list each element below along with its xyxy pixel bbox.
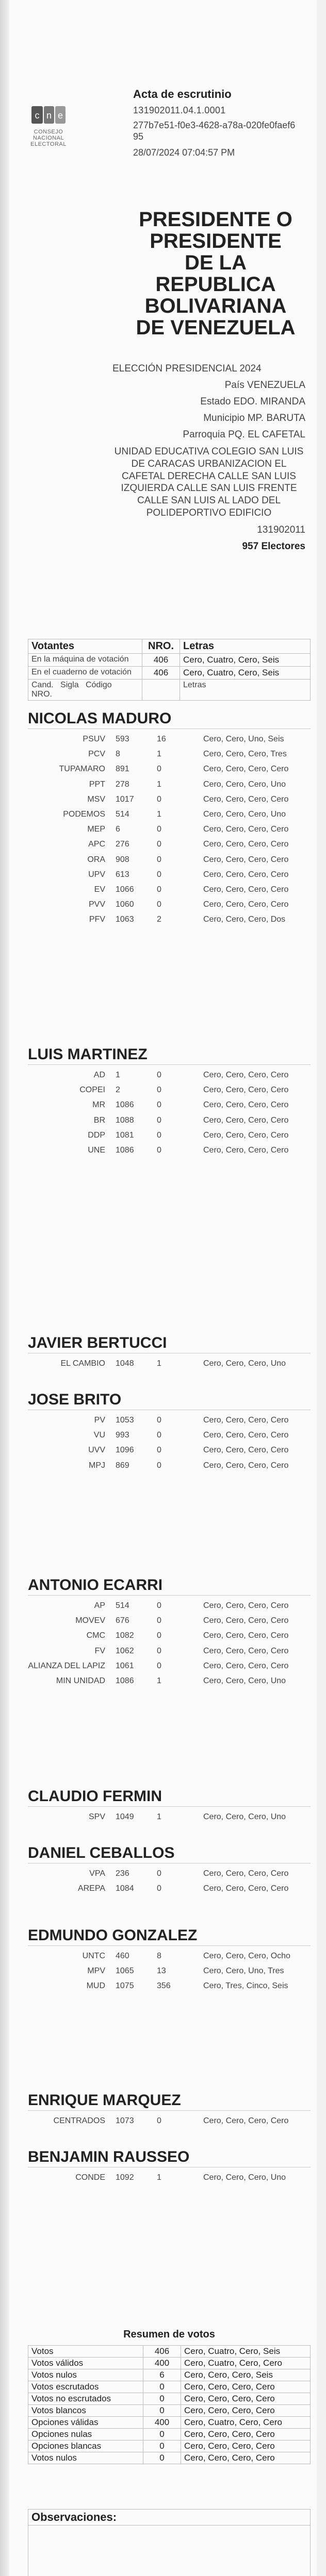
party-words: Cero, Cero, Cero, Cero: [203, 825, 289, 834]
party-code: 676: [116, 1616, 129, 1625]
party-row: [28, 1415, 311, 1425]
summary-label: Votos nulos: [28, 2452, 143, 2464]
party-votes: 0: [157, 825, 161, 834]
summary-words: Cero, Cero, Cero, Cero: [181, 2452, 311, 2464]
cne-logo-icon: [30, 103, 67, 127]
candidate-name: JAVIER BERTUCCI: [28, 1334, 311, 1353]
party-party: AREPA: [77, 1884, 105, 1893]
party-party: MIN UNIDAD: [56, 1676, 105, 1685]
party-votes: 0: [157, 2116, 161, 2125]
summary-words: Cero, Cuatro, Cero, Cero: [181, 2417, 311, 2429]
party-party: PCV: [88, 750, 105, 759]
party-votes: 0: [157, 1884, 161, 1893]
party-row: [28, 1115, 311, 1125]
party-party: PFV: [89, 915, 105, 924]
party-votes: 0: [157, 1616, 161, 1625]
summary-num: 0: [143, 2429, 181, 2441]
election-office-title: PRESIDENTE O PRESIDENTE DE LA REPUBLICA BOLIVARIANA DE VENEZUELA: [136, 208, 296, 339]
party-words: Cero, Cero, Cero, Cero: [203, 1431, 289, 1440]
summary-words: Cero, Cero, Cero, Cero: [181, 2393, 311, 2405]
party-party: PVV: [88, 900, 105, 909]
candidate-name: DANIEL CEBALLOS: [28, 1844, 311, 1863]
summary-words: Cero, Cero, Cero, Cero: [181, 2405, 311, 2417]
summary-label: Votos: [28, 2346, 143, 2358]
party-code: 1017: [116, 794, 134, 804]
party-words: Cero, Cero, Cero, Cero: [203, 1461, 289, 1470]
summary-row: [28, 2369, 311, 2381]
party-votes: 0: [157, 1130, 161, 1140]
summary-words: Cero, Cero, Cero, Cero: [181, 2441, 311, 2452]
party-words: Cero, Cero, Cero, Cero: [203, 794, 289, 804]
voters-table: [28, 639, 311, 701]
candidate-name: ANTONIO ECARRI: [28, 1577, 311, 1596]
candidate-block: [28, 1046, 311, 1155]
party-row: [28, 734, 311, 744]
party-row: [28, 855, 311, 865]
party-row: [28, 1616, 311, 1625]
voters-col-words: Letras: [180, 639, 311, 654]
party-row: [28, 1601, 311, 1611]
party-party: PSUV: [83, 735, 105, 743]
party-party: VU: [93, 1431, 105, 1440]
candidate-block: [28, 1788, 311, 1822]
party-words: Cero, Cero, Cero, Cero: [203, 1071, 289, 1079]
party-row: [28, 1951, 311, 1961]
party-code: 514: [116, 809, 129, 819]
party-votes: 13: [157, 1967, 166, 1976]
party-row: [28, 1445, 311, 1455]
party-votes: 1: [157, 1359, 161, 1368]
party-words: Cero, Cero, Cero, Cero: [203, 1601, 289, 1610]
summary-words: Cero, Cero, Cero, Cero: [181, 2429, 311, 2441]
party-votes: 1: [157, 779, 161, 789]
party-code: 1096: [116, 1446, 134, 1455]
summary-row: [28, 2405, 311, 2417]
acta-hash: 277b7e51-f0e3-4628-a78a-020fe0faef695: [133, 120, 296, 142]
party-party: AD: [93, 1071, 105, 1079]
candidate-block: [28, 1927, 311, 1991]
summary-label: Opciones válidas: [28, 2417, 143, 2429]
party-code: 1073: [116, 2116, 134, 2125]
party-code: 1048: [116, 1359, 134, 1368]
party-words: Cero, Cero, Cero, Uno: [203, 809, 286, 819]
party-words: Cero, Cero, Cero, Uno: [203, 2173, 286, 2182]
party-code: 1061: [116, 1661, 134, 1670]
summary-label: Votos blancos: [28, 2405, 143, 2417]
party-code: 1063: [116, 915, 134, 924]
party-words: Cero, Cero, Cero, Tres: [203, 750, 287, 759]
col-letras: Letras: [180, 680, 311, 701]
party-party: APC: [88, 840, 105, 849]
party-row: [28, 1646, 311, 1656]
party-words: Cero, Cero, Uno, Seis: [203, 735, 284, 743]
summary-row: [28, 2441, 311, 2452]
summary-label: Votos no escrutados: [28, 2393, 143, 2405]
candidate-block: [28, 710, 311, 924]
party-row: [28, 1812, 311, 1822]
observations-title: Observaciones:: [28, 2509, 311, 2526]
candidate-col-headers: [28, 680, 142, 701]
party-row: [28, 914, 311, 924]
party-party: MPV: [87, 1967, 105, 1976]
page-edge: [0, 0, 9, 2576]
party-votes: 0: [157, 1631, 161, 1640]
party-words: Cero, Cero, Cero, Ocho: [203, 1952, 290, 1960]
party-votes: 0: [157, 1869, 161, 1878]
voters-col-number: NRO.: [142, 639, 180, 654]
party-party: COPEI: [79, 1086, 105, 1095]
party-row: [28, 870, 311, 879]
col-codigo: Código: [85, 681, 112, 689]
party-code: 1053: [116, 1416, 134, 1425]
party-code: 593: [116, 735, 129, 743]
summary-label: Opciones blancas: [28, 2441, 143, 2452]
party-votes: 0: [157, 1461, 161, 1470]
party-party: DDP: [88, 1130, 105, 1140]
voting-center: UNIDAD EDUCATIVA COLEGIO SAN LUIS DE CARACAS URBANIZACION EL CAFETAL DERECHA CALLE SAN LUIS IZQUIERDA CALLE SAN LUIS FRENTE CALLE SAN LUIS AL LADO DEL POLIDEPORTIVO EDIFICIO: [114, 446, 304, 518]
col-sigla: Sigla: [60, 681, 79, 689]
party-votes: 0: [157, 1646, 161, 1655]
party-words: Cero, Cero, Cero, Cero: [203, 840, 289, 849]
summary-row: [28, 2452, 311, 2464]
party-code: 1066: [116, 885, 134, 894]
party-code: 1088: [116, 1115, 134, 1125]
party-words: Cero, Cero, Cero, Cero: [203, 1446, 289, 1455]
party-words: Cero, Cero, Cero, Cero: [203, 2116, 289, 2125]
party-votes: 0: [157, 840, 161, 849]
party-votes: 16: [157, 735, 166, 743]
country: País VENEZUELA: [224, 380, 305, 391]
party-votes: 356: [157, 1981, 171, 1991]
party-words: Cero, Cero, Cero, Cero: [203, 1130, 289, 1140]
summary-row: [28, 2393, 311, 2405]
party-party: MOVEV: [75, 1616, 105, 1625]
summary-num: 400: [143, 2358, 181, 2369]
party-row: [28, 779, 311, 789]
party-row: [28, 1145, 311, 1155]
voters-row-notebook-num: 406: [142, 667, 180, 680]
party-votes: 0: [157, 1601, 161, 1610]
observations-box: [28, 2526, 311, 2576]
voters-col-label: Votantes: [28, 639, 142, 654]
summary-label: Votos nulos: [28, 2369, 143, 2381]
party-votes: 1: [157, 809, 161, 819]
acta-id: 131902011.04.1.0001: [133, 105, 226, 115]
party-votes: 0: [157, 1071, 161, 1079]
party-row: [28, 1430, 311, 1440]
party-votes: 0: [157, 1416, 161, 1425]
party-words: Cero, Cero, Cero, Cero: [203, 1884, 289, 1893]
party-votes: 0: [157, 1446, 161, 1455]
summary-num: 0: [143, 2405, 181, 2417]
party-words: Cero, Cero, Cero, Cero: [203, 765, 289, 774]
party-row: [28, 749, 311, 759]
summary-num: 0: [143, 2393, 181, 2405]
candidate-block: [28, 1334, 311, 1368]
party-code: 1084: [116, 1884, 134, 1893]
party-code: 1086: [116, 1100, 134, 1110]
summary-label: Votos escrutados: [28, 2381, 143, 2393]
summary-label: Votos válidos: [28, 2358, 143, 2369]
svg-text:c: c: [35, 110, 40, 121]
summary-table: [28, 2345, 311, 2464]
party-words: Cero, Cero, Cero, Uno: [203, 779, 286, 789]
party-votes: 0: [157, 855, 161, 864]
party-code: 1082: [116, 1631, 134, 1640]
party-party: PV: [94, 1416, 105, 1425]
party-votes: 0: [157, 1431, 161, 1440]
summary-num: 0: [143, 2452, 181, 2464]
party-votes: 1: [157, 2173, 161, 2182]
summary-words: Cero, Cero, Cero, Seis: [181, 2369, 311, 2381]
summary-num: 406: [143, 2346, 181, 2358]
party-votes: 0: [157, 1145, 161, 1155]
party-party: ORA: [87, 855, 105, 864]
party-votes: 1: [157, 1812, 161, 1821]
party-words: Cero, Cero, Cero, Cero: [203, 1416, 289, 1425]
party-party: CMC: [86, 1631, 105, 1640]
party-row: [28, 2116, 311, 2126]
candidate-name: EDMUNDO GONZALEZ: [28, 1927, 311, 1946]
summary-row: [28, 2417, 311, 2429]
election-name: ELECCIÓN PRESIDENCIAL 2024: [112, 363, 262, 374]
party-row: [28, 1100, 311, 1110]
voter-count: 957 Electores: [242, 540, 305, 552]
voters-row-machine-label: En la máquina de votación: [28, 654, 142, 667]
party-words: Cero, Cero, Cero, Cero: [203, 1616, 289, 1625]
party-row: [28, 1981, 311, 1991]
party-code: 1075: [116, 1981, 134, 1991]
party-code: 6: [116, 825, 120, 834]
party-words: Cero, Cero, Uno, Tres: [203, 1967, 284, 1976]
party-party: VPA: [89, 1869, 105, 1878]
candidate-name: ENRIQUE MARQUEZ: [28, 2092, 311, 2111]
summary-row: [28, 2381, 311, 2393]
party-row: [28, 824, 311, 834]
summary-words: Cero, Cuatro, Cero, Cero: [181, 2358, 311, 2369]
party-code: 8: [116, 750, 120, 759]
party-row: [28, 1130, 311, 1140]
party-party: CONDE: [75, 2173, 105, 2182]
party-party: TUPAMARO: [59, 765, 105, 774]
party-code: 908: [116, 855, 129, 864]
party-code: 1: [116, 1071, 120, 1079]
candidate-name: CLAUDIO FERMIN: [28, 1788, 311, 1807]
party-code: 1081: [116, 1130, 134, 1140]
voters-row-machine-words: Cero, Cuatro, Cero, Seis: [180, 654, 311, 667]
summary-label: Opciones nulas: [28, 2429, 143, 2441]
voters-row-notebook-words: Cero, Cuatro, Cero, Seis: [180, 667, 311, 680]
col-nro: NRO.: [31, 690, 52, 699]
candidate-block: [28, 1577, 311, 1686]
party-row: [28, 839, 311, 849]
party-code: 613: [116, 870, 129, 879]
party-row: [28, 764, 311, 774]
parish: Parroquia PQ. EL CAFETAL: [183, 429, 305, 440]
acta-title: Acta de escrutinio: [133, 88, 232, 100]
party-votes: 0: [157, 1661, 161, 1670]
candidate-block: [28, 1391, 311, 1470]
party-words: Cero, Cero, Cero, Cero: [203, 1115, 289, 1125]
party-party: MR: [92, 1100, 105, 1110]
party-words: Cero, Cero, Cero, Uno: [203, 1359, 286, 1368]
party-row: [28, 1884, 311, 1893]
summary-row: [28, 2429, 311, 2441]
party-code: 1060: [116, 900, 134, 909]
candidate-block: [28, 1844, 311, 1893]
party-words: Cero, Cero, Cero, Uno: [203, 1812, 286, 1821]
acta-header: [133, 88, 298, 158]
party-row: [28, 1869, 311, 1878]
party-party: MEP: [87, 825, 105, 834]
election-meta: [112, 363, 305, 557]
svg-text:n: n: [46, 110, 52, 121]
party-party: EL CAMBIO: [60, 1359, 105, 1368]
party-party: CENTRADOS: [53, 2116, 105, 2125]
summary-num: 400: [143, 2417, 181, 2429]
party-code: 869: [116, 1461, 129, 1470]
party-code: 1049: [116, 1812, 134, 1821]
party-code: 278: [116, 779, 129, 789]
summary-num: 0: [143, 2381, 181, 2393]
party-row: [28, 1085, 311, 1095]
party-words: Cero, Cero, Cero, Cero: [203, 1145, 289, 1155]
logo-text: CONSEJO NACIONAL ELECTORAL: [30, 129, 67, 147]
party-code: 276: [116, 840, 129, 849]
summary-words: Cero, Cuatro, Cero, Seis: [181, 2346, 311, 2358]
acta-date: 28/07/2024 07:04:57 PM: [133, 147, 235, 158]
party-row: [28, 1070, 311, 1080]
acta-document: [9, 0, 317, 2576]
party-votes: 0: [157, 1115, 161, 1125]
party-row: [28, 794, 311, 804]
party-words: Cero, Cero, Cero, Cero: [203, 870, 289, 879]
party-votes: 1: [157, 1676, 161, 1685]
party-party: EV: [94, 885, 105, 894]
svg-text:e: e: [57, 110, 63, 121]
party-party: UNE: [88, 1145, 105, 1155]
party-party: UNTC: [82, 1952, 105, 1960]
candidate-name: BENJAMIN RAUSSEO: [28, 2148, 311, 2167]
summary-words: Cero, Cero, Cero, Cero: [181, 2381, 311, 2393]
party-words: Cero, Cero, Cero, Cero: [203, 1100, 289, 1110]
party-words: Cero, Cero, Cero, Uno: [203, 1676, 286, 1685]
state: Estado EDO. MIRANDA: [200, 396, 305, 407]
party-row: [28, 1676, 311, 1686]
party-votes: 0: [157, 1100, 161, 1110]
party-words: Cero, Cero, Cero, Cero: [203, 1086, 289, 1095]
party-code: 460: [116, 1952, 129, 1960]
party-words: Cero, Cero, Cero, Cero: [203, 1661, 289, 1670]
party-code: 1086: [116, 1145, 134, 1155]
voters-row-notebook-label: En el cuaderno de votación: [28, 667, 142, 680]
party-votes: 2: [157, 915, 161, 924]
party-row: [28, 885, 311, 894]
candidate-block: [28, 2148, 311, 2182]
party-party: SPV: [88, 1812, 105, 1821]
party-code: 236: [116, 1869, 129, 1878]
party-party: UVV: [88, 1446, 105, 1455]
party-row: [28, 900, 311, 909]
party-votes: 0: [157, 765, 161, 774]
party-row: [28, 1461, 311, 1470]
party-party: PODEMOS: [63, 809, 105, 819]
party-code: 993: [116, 1431, 129, 1440]
party-votes: 8: [157, 1952, 161, 1960]
voters-row-machine-num: 406: [142, 654, 180, 667]
party-code: 891: [116, 765, 129, 774]
party-votes: 0: [157, 885, 161, 894]
party-code: 1092: [116, 2173, 134, 2182]
party-words: Cero, Cero, Cero, Cero: [203, 1631, 289, 1640]
party-code: 2: [116, 1086, 120, 1095]
cne-logo: [23, 103, 74, 147]
candidate-name: NICOLAS MADURO: [28, 710, 311, 729]
party-party: FV: [94, 1646, 105, 1655]
candidate-name: JOSE BRITO: [28, 1391, 311, 1410]
party-party: PPT: [89, 779, 105, 789]
party-row: [28, 1661, 311, 1671]
party-votes: 0: [157, 794, 161, 804]
party-words: Cero, Cero, Cero, Cero: [203, 855, 289, 864]
party-code: 514: [116, 1601, 129, 1610]
summary-num: 6: [143, 2369, 181, 2381]
party-party: MPJ: [89, 1461, 105, 1470]
summary-row: [28, 2358, 311, 2369]
party-row: [28, 1359, 311, 1368]
party-code: 1086: [116, 1676, 134, 1685]
summary-title: Resumen de votos: [123, 2329, 215, 2340]
party-party: AP: [94, 1601, 105, 1610]
party-party: ALIANZA DEL LAPIZ: [28, 1661, 105, 1670]
party-words: Cero, Tres, Cinco, Seis: [203, 1981, 288, 1991]
party-code: 1062: [116, 1646, 134, 1655]
municipality: Municipio MP. BARUTA: [203, 413, 305, 423]
party-words: Cero, Cero, Cero, Cero: [203, 1646, 289, 1655]
summary-row: [28, 2346, 311, 2358]
candidate-name: LUIS MARTINEZ: [28, 1046, 311, 1065]
candidate-block: [28, 2092, 311, 2126]
party-code: 1065: [116, 1967, 134, 1976]
party-votes: 0: [157, 900, 161, 909]
party-row: [28, 1631, 311, 1640]
party-words: Cero, Cero, Cero, Cero: [203, 885, 289, 894]
party-row: [28, 1966, 311, 1976]
party-words: Cero, Cero, Cero, Dos: [203, 915, 286, 924]
col-cand: Cand.: [31, 681, 54, 689]
party-words: Cero, Cero, Cero, Cero: [203, 1869, 289, 1878]
party-votes: 1: [157, 750, 161, 759]
party-row: [28, 2173, 311, 2182]
party-party: BR: [93, 1115, 105, 1125]
party-words: Cero, Cero, Cero, Cero: [203, 900, 289, 909]
party-party: MSV: [87, 794, 105, 804]
center-code: 131902011: [257, 524, 305, 535]
party-votes: 0: [157, 870, 161, 879]
party-party: UPV: [88, 870, 105, 879]
party-row: [28, 809, 311, 819]
summary-num: 0: [143, 2441, 181, 2452]
party-party: MUD: [86, 1981, 105, 1991]
party-votes: 0: [157, 1086, 161, 1095]
